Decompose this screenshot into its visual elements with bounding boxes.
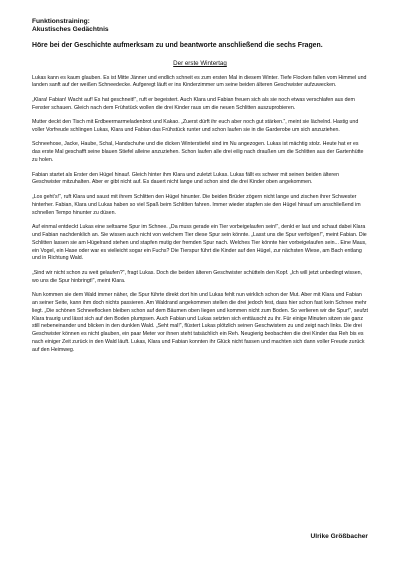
story-paragraph-3: Mutter deckt den Tisch mit Erdbeermarmeladenbrot und Kakao. „Zuerst dürft ihr euch aber noch gut stärken.“, meint sie lächelnd. Hastig und voller Vorfreude schlingen Lukas, Klara und Fabian das Frühstück runter und schon laufen sie in die Garderobe um sich anzuziehen. [32,119,359,133]
worksheet-title-line-1: Funktionstraining: [32,18,90,25]
story-paragraph-4: Schneehose, Jacke, Haube, Schal, Handschuhe und die dicken Winterstiefel sind im Nu angezogen. Lukas ist mächtig stolz. Heute hat er es das erste Mal geschafft seine blauen Stiefel alleine anzuziehen. Schon laufen alle drei eilig nach draußen um die Schlitten aus der Gartenhütte zu holen. [32,141,364,164]
story-paragraph-2: „Klara! Fabian! Wacht auf! Es hat geschneit!“, ruft er begeistert. Auch Klara und Fabian freuen sich als sie noch etwas verschlafen aus dem Fenster schauen. Gleich nach dem Frühstück wollen die drei Kinder raus um die neuen Schlitten auszuprobieren. [32,96,355,111]
story-title: Der erste Wintertag [173,60,227,67]
story-paragraph-9: Nun kommen sie dem Wald immer näher, die Spur führte direkt dort hin und Lukas fehlt nun wirklich schon der Mut. Aber mit Klara und Fabian an seiner Seite, kann ihm doch nichts passieren. Am Waldrand angekommen stellen die drei jedoch fest, dass hier schon fast kein Schnee mehr liegt. „Die schönen Schneeflocken bleiben schon auf dem Bäumen oben liegen und kommen nicht zum Boden. So verlieren wir die Spur!“, seufzt Klara traurig und lässt sich auf den Boden plumpsen. Auch Fabian und Lukas setzten sich enttäuscht zu ihr. Für einige Minuten sitzen sie ganz still nebeneinander und blicken in den dunklen Wald. „Seht mal!“, flüstert Lukas plötzlich seinen Geschwistern zu und zeigt nach links. Die drei Geschwister können es nicht glauben, ein paar Meter vor ihnen steht tatsächlich ein Reh. Neugierig beobachten die drei Kinder das Reh bis es nach einiger Zeit zurück in den Wald läuft. Lukas, Klara und Fabian konnten ihr Glück nicht fassen und machten sich dann voller Freude zurück auf den Heimweg. [32,292,368,353]
story-paragraph-1: Lukas kann es kaum glauben. Es ist Mitte Jänner und endlich schneit es zum ersten Mal in diesem Winter. Tiefe Flocken fallen vom Himmel und landen sanft auf der weißen Schneedecke. Aufgeregt läuft er ins Kinderzimmer um seine beiden älteren Geschwister aufzuwecken. [32,74,367,89]
author-name: Ulrike Größbacher [310,533,368,540]
story-paragraph-6: „Los geht’s!“, ruft Klara und saust mit ihrem Schlitten den Hügel hinunter. Die beiden Brüder zögern nicht lange und zischen ihrer Schwester hinterher. Fabian, Klara und Lukas haben so viel Spaß beim Schlitten fahren. Immer wieder stapfen sie den Hügel hinauf um anschließend im schnellen Tempo hinunter zu düsen. [32,193,361,216]
worksheet-title-line-2: Akustisches Gedächtnis [32,26,109,34]
story-paragraph-8: „Sind wir nicht schon zu weit gelaufen?“, fragt Lukas. Doch die beiden älteren Geschwister schütteln den Kopf. „Ich will jetzt unbedingt wissen, wo uns die Spur hinbringt!“, meint Klara. [32,269,363,284]
story-paragraph-5: Fabian startet als Erster den Hügel hinauf. Gleich hinter ihm Klara und zuletzt Lukas. Lukas fällt es schwer mit seinen beiden älteren Geschwister mitzuhalten. Aber er gibt nicht auf. Es dauert nicht lange und schon sind die drei Kinder oben angekommen. [32,171,339,186]
instruction-text: Höre bei der Geschichte aufmerksam zu und beantworte anschließend die sechs Fragen. [32,42,323,50]
story-paragraph-7: Auf einmal entdeckt Lukas eine seltsame Spur im Schnee. „Da muss gerade ein Tier vorbeigelaufen sein!“, denkt er laut und schaut dabei Klara und Fabian nachdenklich an. Sie wissen auch nicht von welchem Tier diese Spur sein könnte. „Lasst uns die Spur verfolgen!“, meint Fabian. Die Schlitten lassen sie am Hügelrand stehen und stapfen mutig der fremden Spur nach. Welches Tier könnte hier vorbeigelaufen sein... Eine Maus, ein Vogel, ein Hase oder war es vielleicht sogar ein Fuchs? Die Tierspur führt die Kinder auf den Hügel, zur nächsten Wiese, am Bach entlang und in Richtung Wald. [32,223,367,262]
